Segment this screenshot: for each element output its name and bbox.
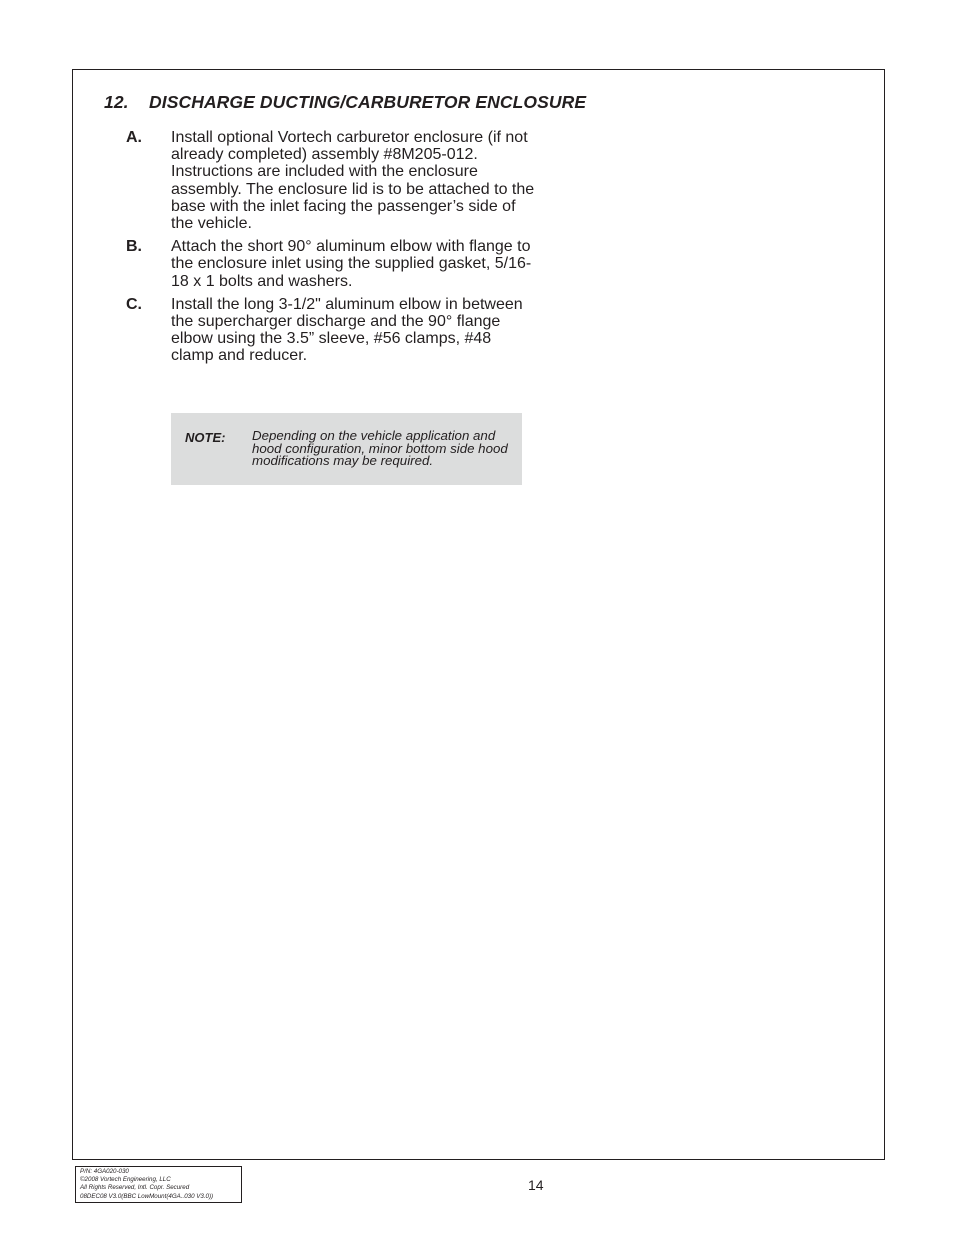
step-letter: A. — [126, 129, 142, 146]
footer-part-number: P/N: 4GA020-030 — [80, 1168, 129, 1175]
step-text: Attach the short 90° aluminum elbow with flange to the enclosure inlet using the supplied gasket, 5/16-18 x 1 bolts and washers. — [171, 238, 532, 290]
step-letter: C. — [126, 295, 142, 313]
footer-version: 08DEC08 V3.0(BBC LowMount(4GA..030 V3.0)) — [80, 1192, 214, 1200]
note-label: NOTE: — [185, 430, 226, 445]
step-list — [126, 129, 546, 371]
section-title-text: DISCHARGE DUCTING/CARBURETOR ENCLOSURE — [149, 92, 587, 112]
section-title — [104, 92, 586, 113]
footer-rights: All Rights Reserved, Intl. Copr. Secured — [80, 1184, 190, 1192]
step-text: Install the long 3-1/2" aluminum elbow in between the supercharger discharge and the 90° flange elbow using the 3.5” sleeve, #56 clamps, #48 clamp and reducer. — [171, 295, 523, 365]
footer-info-box — [75, 1166, 242, 1203]
note-box — [171, 413, 522, 485]
step-b — [126, 238, 546, 290]
section-number: 12. — [104, 92, 129, 112]
step-a — [126, 129, 546, 232]
step-letter: B. — [126, 238, 142, 256]
page-number: 14 — [528, 1177, 544, 1193]
note-text: Depending on the vehicle application and hood configuration, minor bottom side hood modifications may be required. — [252, 428, 508, 469]
step-text: Install optional Vortech carburetor enclosure (if not already completed) assembly #8M205-012. Instructions are included with the enclosure assembly. The enclosure lid is to be attached to the base with the inlet facing the passenger’s side of the vehicle. — [171, 129, 535, 233]
step-c — [126, 296, 546, 365]
footer-copyright: ©2008 Vortech Engineering, LLC — [80, 1176, 171, 1184]
